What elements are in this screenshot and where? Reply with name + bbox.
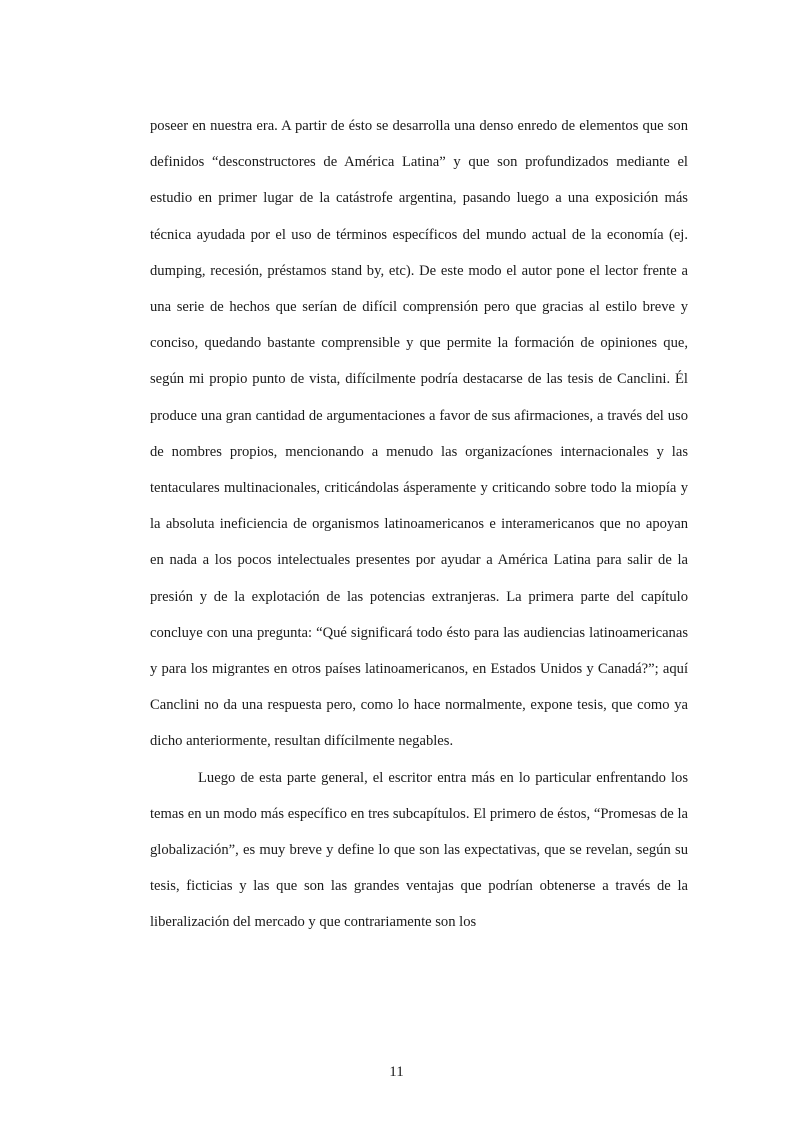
paragraph: poseer en nuestra era. A partir de ésto se desarrolla una denso enredo de elementos que son definidos “desconstructores de América Latina” y que son profundizados mediante el estudio en primer lugar de la catástrofe argentina, pasando luego a una exposición más técnica ayudada por el uso de términos específicos del mundo actual de la economía (ej. dumping, recesión, préstamos stand by, etc). De este modo el autor pone el lector frente a una serie de hechos que serían de difícil comprensión pero que gracias al estilo breve y conciso, quedando bastante comprensible y que permite la formación de opiniones que, según mi propio punto de vista, difícilmente podría destacarse de las tesis de Canclini. Él produce una gran cantidad de argumentaciones a favor de sus afirmaciones, a través del uso de nombres propios, mencionando a menudo las organizacíones internacionales y las tentaculares multinacionales, criticándolas ásperamente y criticando sobre todo la miopía y la absoluta ineficiencia de organismos latinoamericanos e interamericanos que no apoyan en nada a los pocos intelectuales presentes por ayudar a América Latina para salir de la presión y de la explotación de las potencias extranjeras. La primera parte del capítulo concluye con una pregunta: “Qué significará todo ésto para las audiencias latinoamericanas y para los migrantes en otros países latinoamericanos, en Estados Unidos y Canadá?”; aquí Canclini no da una respuesta pero, como lo hace normalmente, expone tesis, que como ya dicho anteriormente, resultan difícilmente negables. xyxy=(150,118,688,750)
paragraph: Luego de esta parte general, el escritor entra más en lo particular enfrentando los temas en un modo más específico en tres subcapítulos. El primero de éstos, “Promesas de la globalización”, es muy breve y define lo que son las expectativas, que se revelan, según su tesis, ficticias y las que son las grandes ventajas que podrían obtenerse a través de la liberalización del mercado y que contrariamente son los xyxy=(150,769,688,931)
page-number: 11 xyxy=(389,1064,404,1080)
document-body xyxy=(150,108,688,941)
